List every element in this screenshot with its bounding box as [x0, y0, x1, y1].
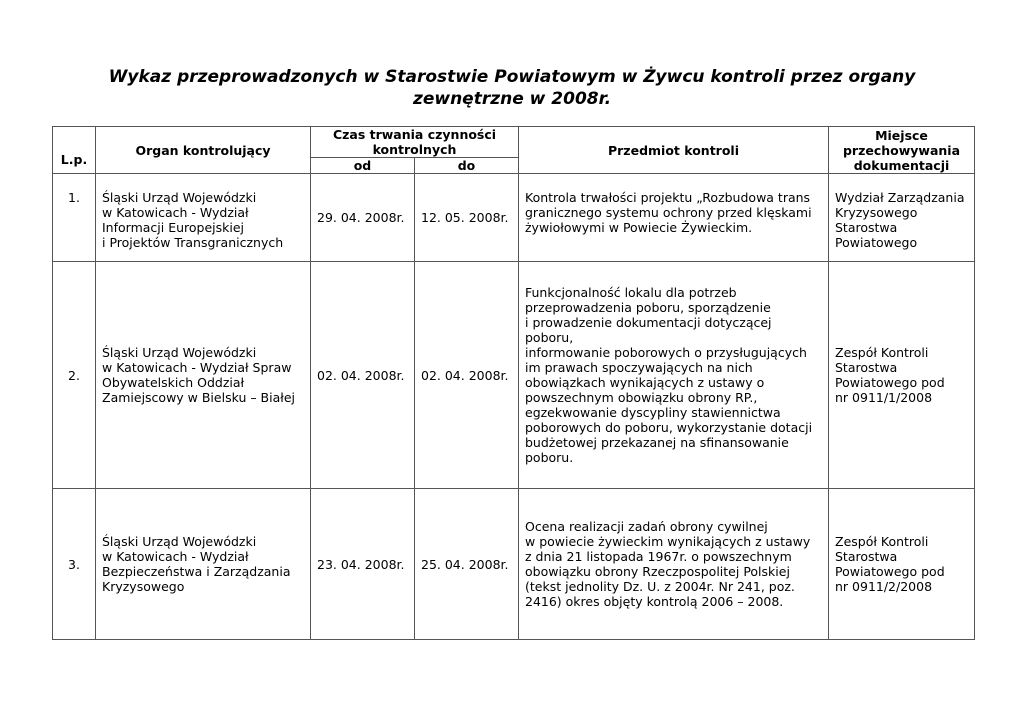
cell-do: 02. 04. 2008r.: [415, 262, 519, 489]
controls-table: [52, 126, 975, 640]
cell-organ: Śląski Urząd Wojewódzki w Katowicach - Wydział Spraw Obywatelskich Oddział Zamiejscowy w Bielsku – Białej: [96, 262, 311, 489]
table-row: [53, 262, 975, 489]
cell-miejsce: Zespół Kontroli Starostwa Powiatowego pod nr 0911/1/2008: [829, 262, 975, 489]
cell-organ: Śląski Urząd Wojewódzki w Katowicach - Wydział Bezpieczeństwa i Zarządzania Kryzysowego: [96, 489, 311, 640]
cell-przedmiot: Funkcjonalność lokalu dla potrzeb przeprowadzenia poboru, sporządzenie i prowadzenie dokumentacji dotyczącej poboru, informowanie poborowych o przysługujących im prawach spoczywających na nich obowiązkach wynikających z ustawy o powszechnym obowiązku obrony RP., egzekwowanie dyscypliny stawiennictwa poborowych do poboru, wykorzystanie dotacji budżetowej przekazanej na sfinansowanie poboru.: [519, 262, 829, 489]
cell-lp: 3.: [53, 489, 96, 640]
header-do: do: [415, 158, 519, 174]
cell-miejsce: Zespół Kontroli Starostwa Powiatowego pod nr 0911/2/2008: [829, 489, 975, 640]
header-organ: Organ kontrolujący: [96, 127, 311, 174]
header-przedmiot: Przedmiot kontroli: [519, 127, 829, 174]
cell-przedmiot: Ocena realizacji zadań obrony cywilnej w powiecie żywieckim wynikających z ustawy z dnia 21 listopada 1967r. o powszechnym obowiązku obrony Rzeczpospolitej Polskiej (tekst jednolity Dz. U. z 2004r. Nr 241, poz. 2416) okres objęty kontrolą 2006 – 2008.: [519, 489, 829, 640]
header-czas: Czas trwania czynności kontrolnych: [311, 127, 519, 158]
cell-od: 23. 04. 2008r.: [311, 489, 415, 640]
cell-przedmiot: Kontrola trwałości projektu „Rozbudowa trans granicznego systemu ochrony przed klęskami żywiołowymi w Powiecie Żywieckim.: [519, 174, 829, 262]
table-row: [53, 174, 975, 262]
header-lp: L.p.: [53, 127, 96, 174]
cell-miejsce: Wydział Zarządzania Kryzysowego Starostwa Powiatowego: [829, 174, 975, 262]
cell-od: 29. 04. 2008r.: [311, 174, 415, 262]
table-header-row: [53, 127, 975, 158]
cell-lp: 1.: [53, 174, 96, 262]
cell-lp: 2.: [53, 262, 96, 489]
cell-do: 25. 04. 2008r.: [415, 489, 519, 640]
title-line-2: zewnętrzne w 2008r.: [412, 89, 612, 109]
cell-do: 12. 05. 2008r.: [415, 174, 519, 262]
header-od: od: [311, 158, 415, 174]
title-line-1: Wykaz przeprowadzonych w Starostwie Powiatowym w Żywcu kontroli przez organy: [108, 67, 916, 87]
header-miejsce: Miejsce przechowywania dokumentacji: [829, 127, 975, 174]
table-row: [53, 489, 975, 640]
cell-organ: Śląski Urząd Wojewódzki w Katowicach - Wydział Informacji Europejskiej i Projektów Transgranicznych: [96, 174, 311, 262]
cell-od: 02. 04. 2008r.: [311, 262, 415, 489]
document-title: [0, 66, 1024, 110]
